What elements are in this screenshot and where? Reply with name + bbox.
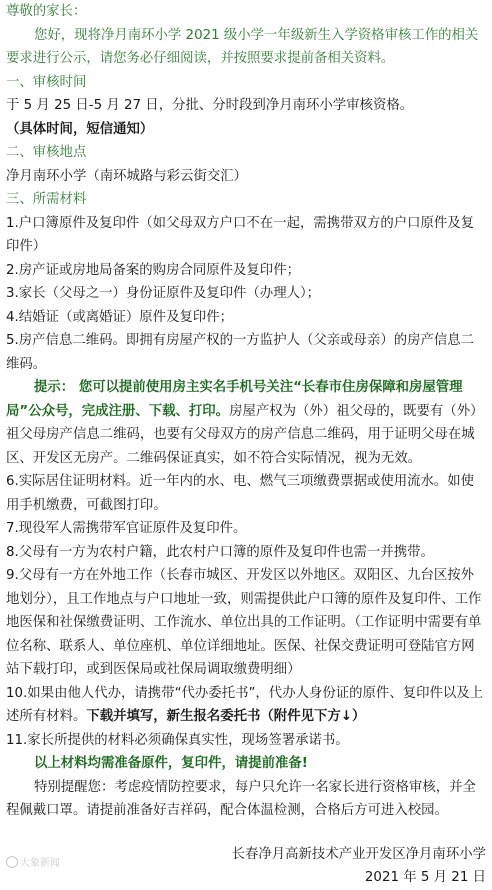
spacer [6, 823, 486, 843]
material-item-10-text: 10.如果由他人代办，请携带“代办委托书”，代办人身份证的原件、复印件以及上述所有材料。 [6, 685, 484, 724]
watermark-logo-icon [6, 856, 18, 868]
tip-rest-text: 房屋产权为（外）祖父母的，既要有（外）祖父母房产信息二维码，也要有父母双方的房产信息二维码，用于证明父母在城区、开发区无房产。二维码保证真实，如不符合实际情况，视为无效。 [6, 403, 484, 466]
tip-bold-text: 您可以提前使用房主实名手机号关注“长春市住房保障和房屋管理局”公众号，完成注册、下载、打印。 [6, 380, 463, 419]
tip-label: 提示： [34, 380, 75, 395]
material-item-6: 6.实际居住证明材料。近一年内的水、电、燃气三项缴费票据或使用流水。如使用手机缴费，可截图打印。 [6, 474, 475, 513]
material-item-1: 1.户口簿原件及复印件（如父母双方户口不在一起，需携带双方的户口原件及复印件） [6, 215, 475, 254]
section-location-title: 二、审核地点 [6, 145, 87, 160]
material-item-9: 9.父母有一方在外地工作（长春市城区、开发区以外地区。双阳区、九台区按外地划分），且工作地点与户口地址一致，则需提供此户口簿的原件及复印件、工作地医保和社保缴费证明、工作流水、单位出具的工作证明。（工作证明中需要有单位名称、联系人、单位座机、单位详细地址。医保、社保交费证明可登陆官方网站下载打印，或到医保局或社保局调取缴费明细） [6, 568, 482, 677]
material-item-7: 7.现役军人需携带军官证原件及复印件。 [6, 521, 247, 536]
intro-paragraph: 您好，现将净月南环小学 2021 级小学一年级新生入学资格审核工作的相关要求进行公示，请您务必仔细阅读，并按照要求提前备相关资料。 [6, 27, 479, 66]
material-item-4: 4.结婚证（或离婚证）原件及复印件； [6, 309, 234, 325]
material-item-10 [6, 682, 486, 729]
material-item-11: 11.家长所提供的材料必须确保真实性，现场签署承诺书。 [6, 732, 349, 748]
section-materials-title: 三、所需材料 [6, 192, 87, 207]
watermark-text: 大象新闻 [20, 858, 60, 869]
greeting: 尊敬的家长： [6, 4, 87, 19]
watermark [6, 856, 60, 871]
date: 2021 年 5 月 21 日 [364, 870, 486, 885]
material-item-5: 5.房产信息二维码。即拥有房屋产权的一方监护人（父亲或母亲）的房产信息二维码。 [6, 333, 475, 372]
section-time-note: （具体时间，短信通知） [6, 121, 154, 137]
special-reminder: 特别提醒您：考虑疫情防控要求，每户只允许一名家长进行资格审核，并全程佩戴口罩。请提前准备好吉祥码，配合体温检测，合格后方可进入校园。 [6, 779, 476, 818]
section-time-title: 一、审核时间 [6, 74, 87, 90]
material-item-2: 2.房产证或房地局备案的购房合同原件及复印件； [6, 262, 300, 278]
section-time-text: 于 5 月 25 日-5 月 27 日，分批、分时段到净月南环小学审核资格。 [6, 98, 414, 113]
section-location-text: 净月南环小学（南环城路与彩云街交汇） [6, 168, 248, 184]
summary-note: 以上材料均需准备原件，复印件，请提前准备! [34, 756, 308, 771]
material-item-3: 3.家长（父母之一）身份证原件及复印件（办理人）； [6, 286, 321, 301]
proxy-form-link[interactable]: 下载并填写，新生报名委托书（附件见下方↓） [86, 709, 366, 724]
tip-paragraph [6, 376, 486, 470]
signature: 长春净月高新技术产业开发区净月南环小学 [231, 846, 486, 862]
material-item-8: 8.父母有一方为农村户籍，此农村户口簿的原件及复印件也需一并携带。 [6, 544, 434, 560]
